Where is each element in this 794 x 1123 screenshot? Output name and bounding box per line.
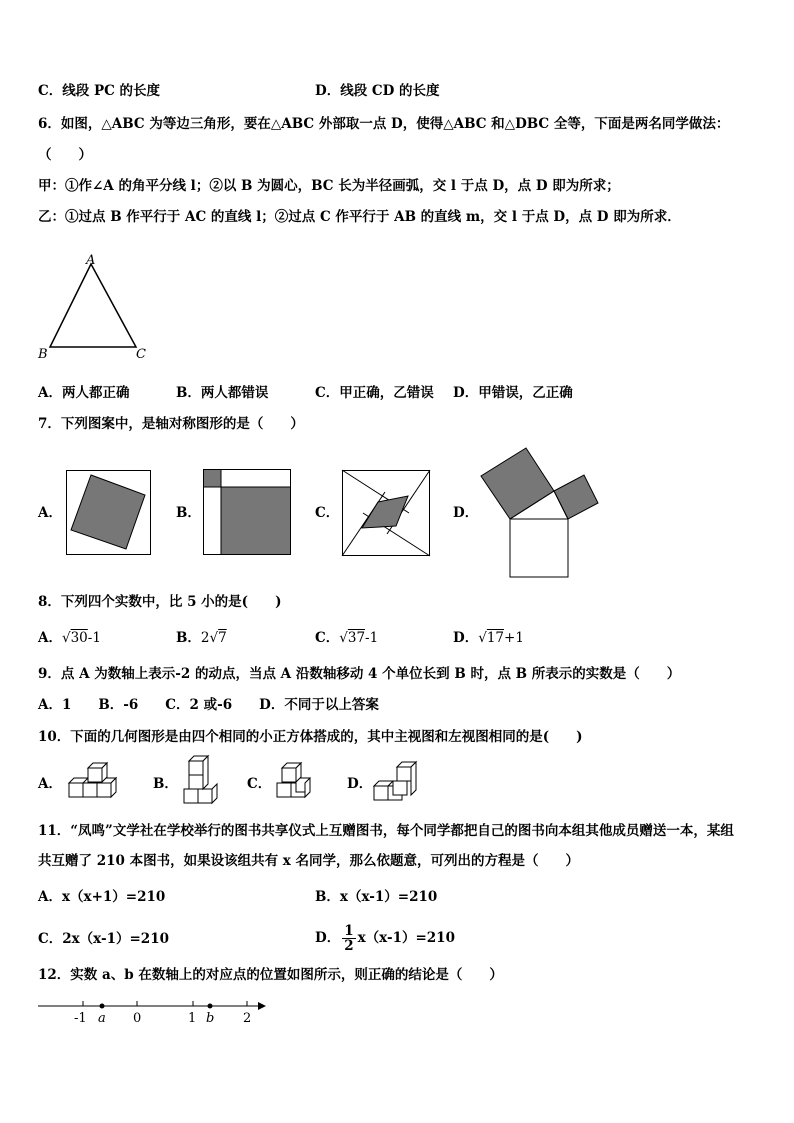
- q8-option-b: B．2√7: [176, 630, 227, 646]
- q10-option-c-label: C．: [247, 776, 272, 792]
- vertex-label-c: C: [136, 347, 146, 362]
- vertex-label-a: A: [86, 253, 96, 268]
- q10-stem: 10．下面的几何图形是由四个相同的小正方体搭成的，其中主视图和左视图相同的是( ): [38, 729, 583, 745]
- q8-option-d-radicand: 17: [486, 630, 505, 646]
- tick-label-1: 1: [188, 1011, 197, 1026]
- q8-option-c-radicand: 37: [347, 630, 366, 646]
- q8-option-c-post: -1: [365, 630, 379, 646]
- point-label-b: b: [206, 1011, 215, 1026]
- arrow-right-icon: [258, 1002, 266, 1010]
- q8-option-a-letter: A．: [38, 630, 62, 646]
- q8-stem: 8．下列四个实数中，比 5 小的是( ): [38, 594, 282, 610]
- q8-option-d: D．√17+1: [453, 630, 524, 646]
- q6-option-c: C．甲正确，乙错误: [315, 385, 434, 401]
- q12-stem: 12．实数 a、b 在数轴上的对应点的位置如图所示，则正确的结论是（ ）: [38, 967, 503, 983]
- q8-option-c: C．√37-1: [315, 630, 379, 646]
- point-a: [100, 1004, 105, 1009]
- tick-label-0: 0: [133, 1011, 142, 1026]
- q5-option-d: D．线段 CD 的长度: [315, 83, 440, 99]
- q8-option-b-radicand: 7: [218, 630, 227, 646]
- q10-option-d-label: D．: [347, 776, 373, 792]
- q7-option-a-label: A．: [38, 505, 62, 521]
- q12-number-line: [36, 996, 276, 1026]
- q6-yi-method: 乙：①过点 B 作平行于 AC 的直线 l；②过点 C 作平行于 AB 的直线 m，交 l 于点 D，点 D 即为所求．: [38, 209, 681, 225]
- q10-option-b-label: B．: [153, 776, 178, 792]
- q10-cubes-a: [68, 765, 128, 803]
- q11-option-d-letter: D．: [315, 930, 341, 946]
- vertex-label-b: B: [38, 347, 48, 362]
- q8-option-a-radicand: 30: [70, 630, 88, 646]
- q6-stem: 6．如图，△ABC 为等边三角形，要在△ABC 外部取一点 D，使得△ABC 和△DBC 全等，下面是两名同学做法：: [38, 116, 730, 132]
- q9-stem: 9．点 A 为数轴上表示-2 的动点，当点 A 沿数轴移动 4 个单位长到 B 时，点 B 所表示的实数是（ ）: [38, 666, 681, 682]
- q7-option-b-label: B．: [176, 505, 201, 521]
- point-label-a: a: [98, 1011, 106, 1026]
- q9-options: A．1 B．-6 C．2 或-6 D．不同于以上答案: [38, 697, 379, 713]
- q7-figure-c: [342, 470, 430, 556]
- q7-option-d-label: D．: [453, 505, 479, 521]
- equilateral-triangle: [50, 264, 136, 347]
- q11-option-d: [315, 916, 455, 960]
- q8-option-a-post: -1: [87, 630, 101, 646]
- tick-label-neg1: -1: [74, 1011, 87, 1026]
- fraction-denominator: 2: [344, 938, 354, 954]
- q6-paren: （ ）: [38, 147, 92, 163]
- q11-option-a: A．x（x+1）=210: [38, 889, 166, 905]
- q11-option-b: B．x（x-1）=210: [315, 889, 438, 905]
- q6-jia-method: 甲：①作∠A 的角平分线 l；②以 B 为圆心，BC 长为半径画弧，交 l 于点 D，点 D 即为所求；: [38, 178, 620, 194]
- q10-cubes-d: [373, 764, 423, 804]
- q11-stem-line1: 11．“凤鸣”文学社在学校举行的图书共享仪式上互赠图书，每个同学都把自己的图书向本组其他成员赠送一本，某组: [38, 823, 734, 839]
- q7-figure-a: [66, 470, 151, 555]
- q6-triangle-figure: [36, 252, 156, 362]
- q11-stem-line2: 共互赠了 210 本图书，如果设该组共有 x 名同学，那么依题意，可列出的方程是（ ）: [38, 853, 580, 869]
- q7-figure-b: [203, 469, 291, 555]
- q8-option-d-post: +1: [504, 630, 524, 646]
- q10-option-a-label: A．: [38, 776, 62, 792]
- q6-option-d: D．甲错误，乙正确: [453, 385, 573, 401]
- fraction-numerator: 1: [344, 923, 354, 939]
- q11-option-d-expression: x（x-1）=210: [357, 930, 455, 946]
- q8-option-c-letter: C．: [315, 630, 340, 646]
- fraction-one-half: [342, 924, 355, 953]
- q6-option-a: A．两人都正确: [38, 385, 130, 401]
- q8-option-b-pre: 2: [200, 630, 210, 646]
- tick-label-2: 2: [243, 1011, 252, 1026]
- q8-option-b-letter: B．: [176, 630, 201, 646]
- q7-figure-d: [478, 445, 603, 581]
- q8-option-a: A．√30-1: [38, 630, 101, 646]
- q10-cubes-b: [183, 758, 223, 806]
- q6-option-b: B．两人都错误: [176, 385, 269, 401]
- q5-option-c: C．线段 PC 的长度: [38, 83, 161, 99]
- q7-stem: 7．下列图案中，是轴对称图形的是（ ）: [38, 416, 304, 432]
- q7-option-c-label: C．: [315, 505, 340, 521]
- q10-cubes-c: [276, 765, 326, 803]
- q11-option-c: C．2x（x-1）=210: [38, 931, 169, 947]
- point-b: [208, 1004, 213, 1009]
- q8-option-d-letter: D．: [453, 630, 479, 646]
